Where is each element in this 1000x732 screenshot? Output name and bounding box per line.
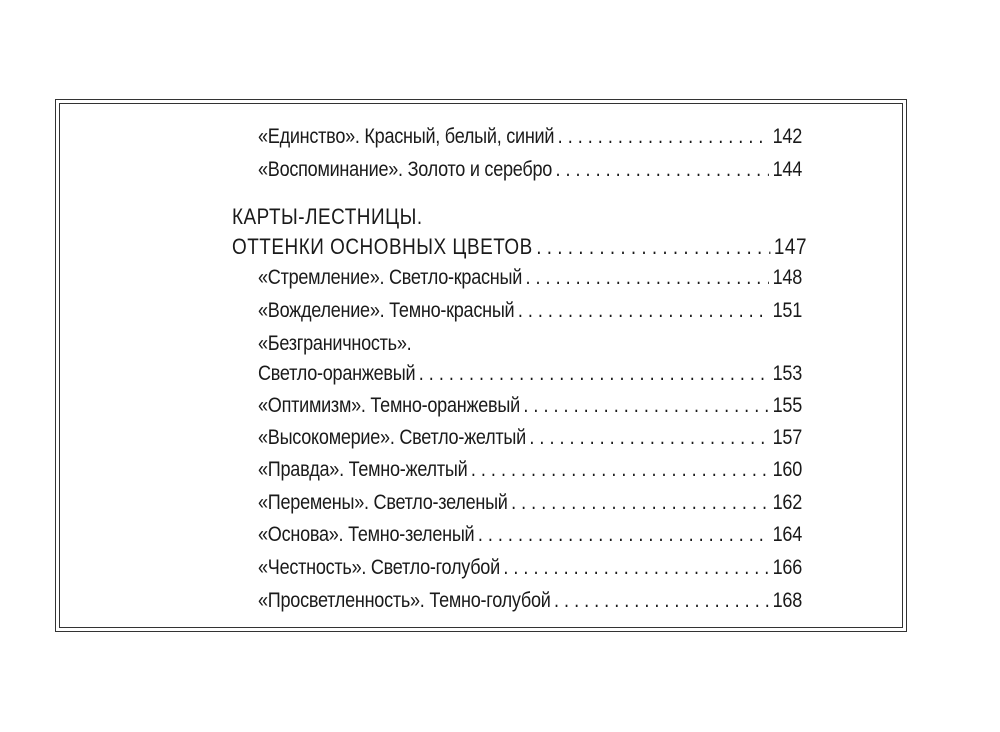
toc-entry-title: «Высокомерие». Светло-желтый	[258, 426, 526, 449]
toc-entry-title: «Просветленность». Темно-голубой	[258, 589, 551, 612]
toc-entry	[258, 491, 802, 515]
toc-entry-page: 164	[772, 523, 802, 546]
dot-leader	[523, 394, 769, 418]
section-heading-line1: КАРТЫ-ЛЕСТНИЦЫ.	[232, 204, 423, 229]
toc-entry-title: Светло-оранжевый	[258, 362, 416, 385]
toc-entry	[258, 266, 802, 290]
toc-entry-title-line1: «Безграничность».	[258, 332, 412, 355]
toc-entry-title: «Вожделение». Темно-красный	[258, 299, 515, 322]
toc-entry-page: 162	[772, 491, 802, 514]
toc-entry	[258, 299, 802, 323]
toc-entry-page: 155	[772, 394, 802, 417]
toc-entry-title: «Честность». Светло-голубой	[258, 556, 500, 579]
toc-entry-page: 144	[772, 158, 802, 181]
dot-leader	[536, 234, 770, 260]
toc-entry-title: «Основа». Темно-зеленый	[258, 523, 475, 546]
toc-entry-title: «Правда». Темно-желтый	[258, 458, 468, 481]
dot-leader	[511, 491, 769, 515]
toc-entry-page: 168	[772, 589, 802, 612]
toc-entry	[258, 394, 802, 418]
dot-leader	[518, 299, 769, 323]
toc-entry-title: «Воспоминание». Золото и серебро	[258, 158, 553, 181]
dot-leader	[478, 523, 769, 547]
toc-entry	[258, 158, 802, 182]
dot-leader	[503, 556, 769, 580]
toc-entry-page: 151	[772, 299, 802, 322]
toc-entry	[258, 458, 802, 482]
section-heading	[232, 234, 807, 260]
toc-entry-page: 157	[772, 426, 802, 449]
toc-entry-page: 160	[772, 458, 802, 481]
toc-entry-title: «Единство». Красный, белый, синий	[258, 125, 555, 148]
toc-entry	[258, 589, 802, 613]
toc-entry-title: «Стремление». Светло-красный	[258, 266, 523, 289]
dot-leader	[555, 158, 769, 182]
dot-leader	[529, 426, 769, 450]
dot-leader	[558, 125, 770, 149]
toc-entry	[258, 523, 802, 547]
toc-entry	[258, 362, 802, 386]
dot-leader	[554, 589, 769, 613]
toc-entry-page: 148	[772, 266, 802, 289]
toc-entry	[258, 125, 802, 149]
toc-entry-page: 142	[772, 125, 802, 148]
dot-leader	[471, 458, 769, 482]
dot-leader	[419, 362, 769, 386]
toc-entry	[258, 426, 802, 450]
toc-entry-page: 166	[772, 556, 802, 579]
toc-entry-title: «Перемены». Светло-зеленый	[258, 491, 508, 514]
toc-entry-page: 153	[772, 362, 802, 385]
dot-leader	[525, 266, 769, 290]
section-heading-title: ОТТЕНКИ ОСНОВНЫХ ЦВЕТОВ	[232, 234, 533, 259]
section-heading-page: 147	[773, 234, 807, 259]
toc-entry	[258, 556, 802, 580]
toc-entry-title: «Оптимизм». Темно-оранжевый	[258, 394, 520, 417]
